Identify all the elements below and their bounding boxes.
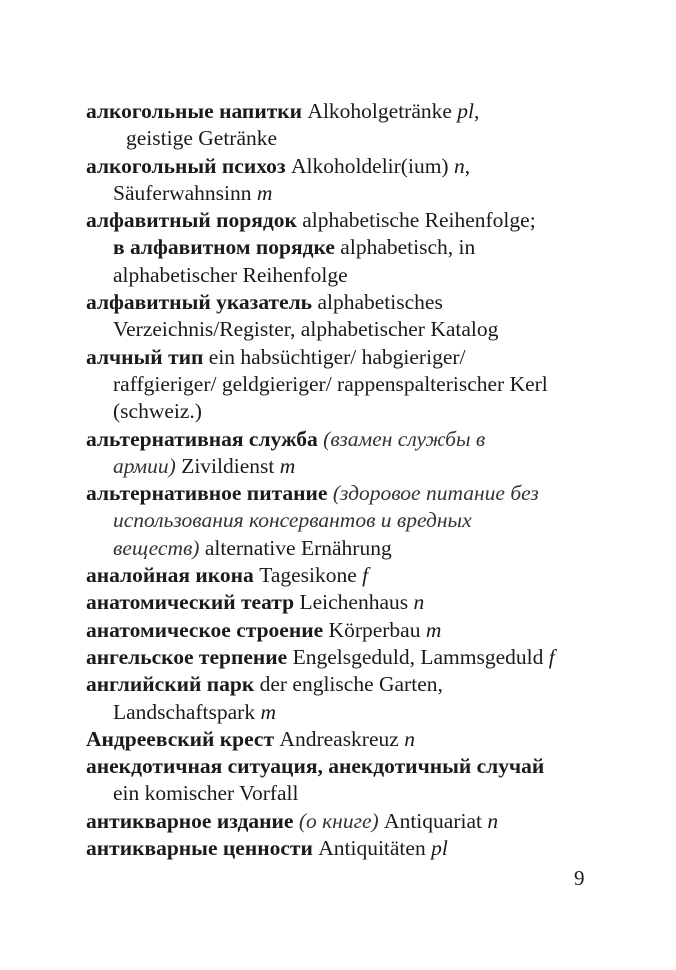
entry-continuation — [86, 125, 586, 152]
entry-headline — [86, 617, 586, 644]
translation: alphabetischer Reihenfolge — [113, 262, 348, 287]
headword: алчный тип — [86, 344, 204, 369]
dictionary-entry — [86, 98, 586, 153]
entry-continuation — [86, 780, 586, 807]
translation: Antiquitäten — [312, 836, 432, 861]
headword: антикварное издание — [86, 808, 294, 833]
dictionary-entry — [86, 207, 586, 289]
entry-headline — [86, 835, 586, 862]
entry-headline — [86, 753, 586, 780]
entry-continuation — [86, 180, 586, 207]
translation: alphabetisches — [312, 290, 443, 315]
dictionary-entry — [86, 289, 586, 344]
headword: анатомическое строение — [86, 617, 324, 642]
translation: Alkoholgetränke — [302, 99, 458, 123]
translation: alternative Ernährung — [199, 535, 392, 560]
headword: ангельское терпение — [86, 644, 288, 669]
grammar-label: f — [548, 644, 555, 669]
usage-note: веществ) — [113, 535, 200, 560]
usage-note: армии) — [113, 453, 176, 478]
headword: в алфавитном порядке — [113, 235, 335, 260]
entry-continuation — [86, 371, 586, 398]
grammar-label: pl — [457, 99, 475, 123]
entry-continuation — [86, 507, 586, 534]
entry-continuation — [86, 398, 586, 425]
entry-headline — [86, 671, 586, 698]
translation: Landschaftspark — [113, 699, 261, 724]
dictionary-entry — [86, 835, 586, 862]
grammar-label: f — [362, 563, 369, 588]
headword: Андреевский крест — [86, 726, 275, 751]
grammar-label: m — [425, 617, 442, 642]
translation: ein komischer Vorfall — [113, 781, 299, 806]
grammar-label: m — [256, 180, 273, 205]
translation: Säuferwahnsinn — [113, 180, 257, 205]
headword: анекдотичная ситуация, анекдотичный случай — [86, 754, 545, 779]
translation: Zivildienst — [175, 453, 280, 478]
entry-headline — [86, 480, 586, 507]
usage-note: использования консервантов и вредных — [113, 508, 472, 533]
headword: алфавитный указатель — [86, 290, 313, 315]
entry-headline — [86, 153, 586, 180]
grammar-label: n — [404, 726, 415, 751]
translation: alphabetisch, in — [334, 235, 476, 260]
headword: аналойная икона — [86, 563, 254, 588]
grammar-label: m — [279, 453, 296, 478]
dictionary-entry — [86, 726, 586, 753]
dictionary-entry — [86, 671, 586, 726]
headword: анатомический театр — [86, 590, 295, 615]
headword: альтернативное питание — [86, 481, 328, 506]
entry-continuation — [86, 262, 586, 289]
translation: Antiquariat — [378, 808, 488, 833]
headword: алфавитный порядок — [86, 208, 297, 233]
translation: , — [464, 153, 471, 178]
entry-headline — [86, 726, 586, 753]
translation: Körperbau — [323, 617, 426, 642]
translation: raffgieriger/ geldgieriger/ rappenspalterischer Kerl — [113, 371, 548, 396]
entry-headline — [86, 808, 586, 835]
entry-headline — [86, 344, 586, 371]
translation: Tagesikone — [253, 563, 363, 588]
translation: Engelsgeduld, Lammsgeduld — [287, 644, 549, 669]
entry-headline — [86, 426, 586, 453]
entry-headline — [86, 644, 586, 671]
headword: антикварные ценности — [86, 836, 313, 861]
translation: geistige Getränke — [126, 126, 278, 151]
entry-continuation — [86, 699, 586, 726]
grammar-label: n — [413, 590, 425, 615]
page-number: 9 — [574, 866, 585, 890]
grammar-label: n — [487, 808, 499, 833]
headword: алкогольный психоз — [86, 153, 286, 178]
dictionary-entry — [86, 644, 586, 671]
dictionary-entry — [86, 562, 586, 589]
grammar-label: pl — [431, 836, 448, 861]
headword: английский парк — [86, 672, 255, 697]
dictionary-entry — [86, 344, 586, 426]
grammar-label: m — [260, 699, 276, 724]
entry-headline — [86, 589, 586, 616]
dictionary-entry — [86, 153, 586, 208]
translation: Leichenhaus — [294, 590, 414, 615]
translation: ein habsüchtiger/ habgieriger/ — [203, 344, 466, 369]
dictionary-entry — [86, 808, 586, 835]
entry-headline — [86, 98, 586, 125]
headword: алкогольные напитки — [86, 99, 303, 123]
translation: Verzeichnis/Register, alphabetischer Katalog — [113, 317, 499, 342]
usage-note: (взамен службы в — [323, 426, 486, 451]
dictionary-entry — [86, 589, 586, 616]
translation: alphabetische Reihenfolge; — [296, 208, 536, 233]
usage-note: (о книге) — [298, 808, 379, 833]
dictionary-entry — [86, 426, 586, 481]
entry-continuation — [86, 535, 586, 562]
translation: (schweiz.) — [113, 399, 202, 424]
translation: Alkoholdelir(ium) — [285, 153, 454, 178]
entry-continuation — [86, 316, 586, 343]
entry-headline — [86, 207, 586, 234]
grammar-label: n — [453, 153, 465, 178]
dictionary-page — [86, 98, 586, 862]
translation: der englische Garten, — [254, 672, 443, 697]
dictionary-entry — [86, 480, 586, 562]
entry-headline — [86, 289, 586, 316]
dictionary-entry — [86, 753, 586, 808]
entry-continuation — [86, 234, 586, 261]
entry-continuation — [86, 453, 586, 480]
entry-headline — [86, 562, 586, 589]
usage-note: (здоровое питание без — [332, 481, 539, 506]
headword: альтернативная служба — [86, 426, 318, 451]
translation: Andreaskreuz — [274, 726, 405, 751]
dictionary-entry — [86, 617, 586, 644]
translation: , — [474, 99, 480, 123]
